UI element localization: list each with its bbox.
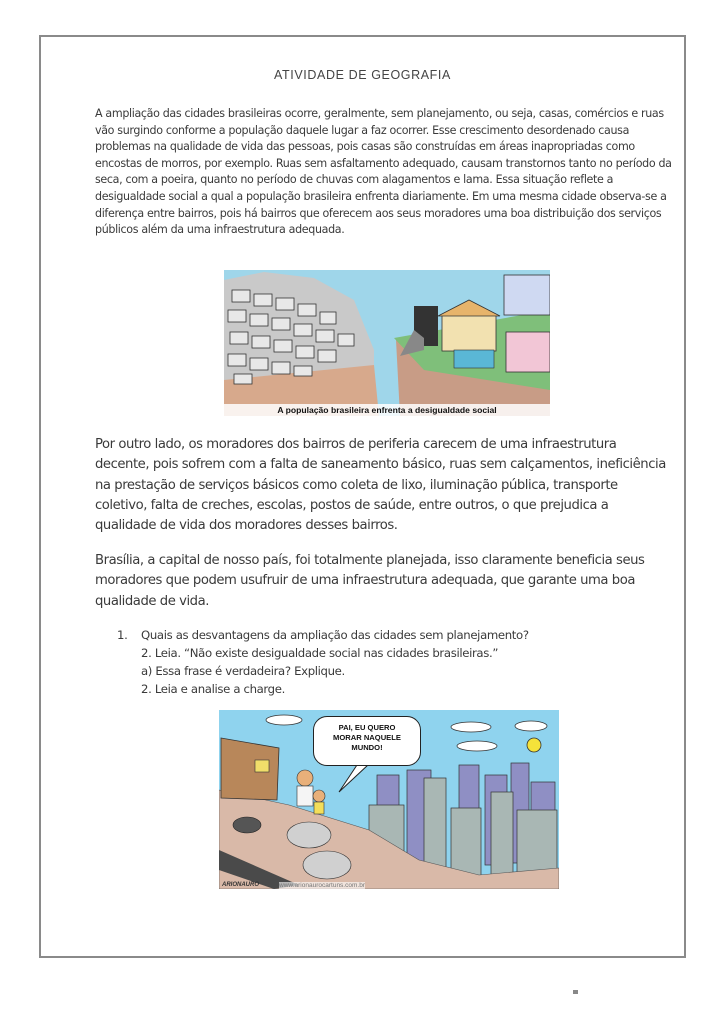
- speech-line: MORAR NAQUELE: [333, 733, 401, 742]
- cartoon-illustration: [219, 710, 559, 889]
- inequality-illustration-art: [224, 270, 550, 416]
- inequality-illustration: [224, 270, 550, 416]
- brasilia-paragraph: Brasília, a capital de nosso país, foi totalmente planejada, isso claramente beneficia seus moradores que podem usufruir de uma infraestrutura adequada, que garante uma boa qualidade de vida.: [95, 553, 645, 609]
- page-frame: [39, 35, 686, 958]
- question-text: 2. Leia. “Não existe desigualdade social nas cidades brasileiras.”: [141, 646, 499, 660]
- speech-line: PAI, EU QUERO: [338, 723, 396, 732]
- intro-paragraph: A ampliação das cidades brasileiras ocorre, geralmente, sem planejamento, ou seja, casas, comércios e ruas vão surgindo conforme a população daquele lugar a faz ocorrer. Esse crescimento desordenado causa problemas na qualidade de vida das pessoas, pois casas são construídas em áreas inapropriadas como encostas de morros, por exemplo. Ruas sem asfaltamento adequado, causam transtornos tanto no período da seca, com a poeira, quanto no período de chuvas com alagamentos e lama. Essa situação reflete a desigualdade social a qual a população brasileira enfrenta diariamente. Em uma mesma cidade observa-se a diferença entre bairros, pois há bairros que oferecem aos seus moradores uma boa distribuição dos serviços públicos além da uma infraestrutura adequada.: [95, 107, 672, 237]
- page-title: ATIVIDADE DE GEOGRAFIA: [274, 68, 451, 82]
- periphery-paragraph: Por outro lado, os moradores dos bairros de periferia carecem de uma infraestrutura decente, pois sofrem com a falta de saneamento básico, ruas sem calçamentos, ineficiência na prestação de serviços básicos como coleta de lixo, iluminação pública, transporte coletivo, falta de creches, escolas, postos de saúde, entre outros, o que prejudica a qualidade de vida dos moradores desses bairros.: [95, 437, 666, 534]
- question-text: 2. Leia e analise a charge.: [141, 682, 285, 696]
- question-list: [117, 626, 529, 698]
- question-item: [117, 644, 529, 662]
- question-item: [117, 680, 529, 698]
- question-text: a) Essa frase é verdadeira? Explique.: [141, 664, 345, 678]
- illustration-caption: A população brasileira enfrenta a desigualdade social: [224, 404, 550, 416]
- question-number: 1.: [117, 628, 128, 642]
- cartoon-signature: ARIONAURO: [222, 882, 259, 888]
- speech-bubble: [313, 716, 421, 766]
- page-mark: [573, 990, 578, 994]
- speech-line: MUNDO!: [351, 743, 383, 752]
- question-item: [117, 662, 529, 680]
- question-text: Quais as desvantagens da ampliação das cidades sem planejamento?: [141, 628, 529, 642]
- cartoon-watermark: www.arionaurocartuns.com.br: [279, 882, 365, 889]
- question-item: [117, 626, 529, 644]
